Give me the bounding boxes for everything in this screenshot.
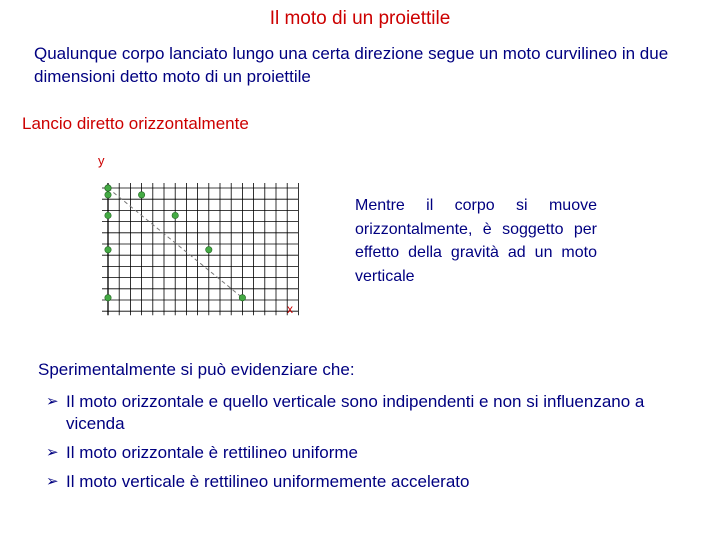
y-axis-label: y	[98, 153, 105, 168]
y-projection-point	[105, 212, 111, 218]
section-subtitle: Lancio diretto orizzontalmente	[22, 114, 249, 133]
bullet-item	[46, 391, 686, 435]
y-projection-point	[105, 192, 111, 198]
x-axis-label: x	[287, 302, 293, 316]
arrow-bullet-icon: ➢	[46, 473, 59, 490]
experiment-intro: Sperimentalmente si può evidenziare che:	[38, 360, 355, 379]
intro-text: Qualunque corpo lanciato lungo una certa direzione segue un moto curvilineo in due dimensioni detto moto di un proiettile	[34, 44, 669, 86]
y-projection-point	[105, 295, 111, 301]
slide-title: Il moto di un proiettile	[269, 8, 451, 29]
y-projection-point	[105, 185, 111, 191]
bullet-text: Il moto verticale è rettilineo uniformemente accelerato	[66, 472, 470, 491]
bullet-text: Il moto orizzontale è rettilineo uniforme	[66, 443, 358, 462]
bullet-list	[46, 391, 686, 500]
trajectory-point	[172, 212, 178, 218]
arrow-bullet-icon: ➢	[46, 393, 59, 410]
arrow-bullet-icon: ➢	[46, 444, 59, 461]
trajectory-point	[239, 295, 245, 301]
side-explanation-text: Mentre il corpo si muove orizzontalmente, è soggetto per effetto della gravità ad un moto verticale	[355, 197, 597, 285]
bullet-text: Il moto orizzontale e quello verticale sono indipendenti e non si influenzano a vicenda	[66, 392, 645, 433]
trajectory-svg	[90, 150, 310, 320]
bullet-item	[46, 442, 686, 464]
bullet-item	[46, 471, 686, 493]
y-projection-point	[105, 247, 111, 253]
trajectory-point	[138, 192, 144, 198]
trajectory-point	[206, 247, 212, 253]
grid	[102, 183, 298, 315]
trajectory-diagram	[90, 150, 310, 320]
